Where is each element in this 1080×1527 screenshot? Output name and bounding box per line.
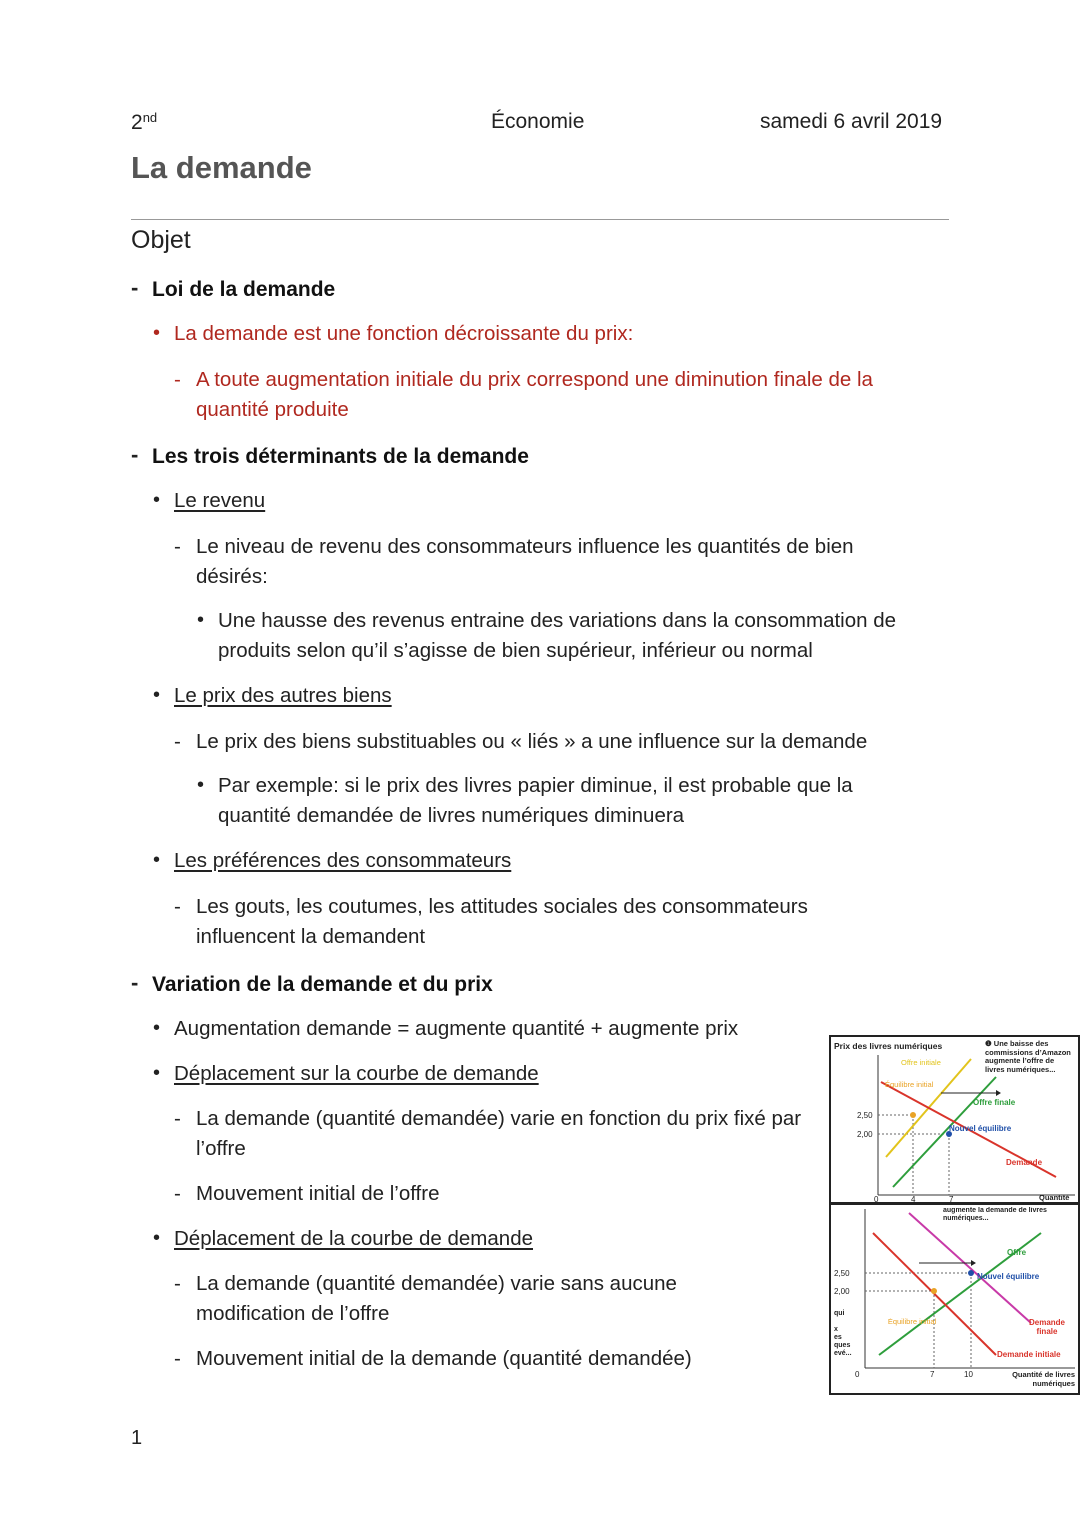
dash-marker: -	[174, 1182, 181, 1205]
dash-marker: -	[174, 1107, 181, 1130]
bullet-marker: •	[153, 322, 161, 344]
chart2-demande-finale-line	[909, 1213, 1031, 1323]
text-gouts-coutumes: Les gouts, les coutumes, les attitudes sociales des consommateurs influencent la demandent	[196, 895, 808, 948]
label-preferences: Les préférences des consommateurs	[174, 849, 512, 872]
chart2-label-offre: Offre	[1007, 1248, 1027, 1257]
chart1-label-nouvel-equilibre: Nouvel équilibre	[949, 1124, 1012, 1133]
dash-marker: -	[131, 442, 139, 467]
text-biens-substituables: Le prix des biens substituables ou « liés » a une influence sur la demande	[196, 730, 868, 753]
chart1-annotation-text: ❶ Une baisse des commissions d’Amazon augmente l’offre de livres numériques...	[985, 1040, 1071, 1074]
chart-offre-shift	[829, 1035, 1080, 1204]
chart2-xtick-7: 7	[930, 1370, 935, 1379]
chart2-demande-finale-box	[1019, 1318, 1075, 1340]
dash-marker: -	[174, 1272, 181, 1295]
chart2-fragment-1: x	[834, 1326, 838, 1333]
chart2-xtick-0: 0	[855, 1370, 860, 1379]
chart1-label-offre-finale: Offre finale	[973, 1098, 1016, 1107]
chart1-xtick-7: 7	[949, 1195, 954, 1202]
chart2-equilibre-box	[887, 1318, 937, 1340]
chart2-fragment-3: ques	[834, 1342, 851, 1349]
chart1-label-equilibre: Équilibre initial	[885, 1080, 934, 1089]
chart1-xlabel: Quantité	[1039, 1193, 1070, 1202]
chart2-equilibre-point	[931, 1288, 937, 1294]
text-prix-fixe-offre: La demande (quantité demandée) varie en fonction du prix fixé par l’offre	[196, 1107, 802, 1160]
dash-marker: -	[131, 275, 139, 300]
text-fonction-decroissante: La demande est une fonction décroissante du prix:	[174, 322, 634, 345]
bullet-marker: •	[153, 849, 161, 871]
text-niveau-revenu: Le niveau de revenu des consommateurs influence les quantités de bien désirés:	[196, 535, 854, 588]
label-prix-autres-biens: Le prix des autres biens	[174, 684, 392, 707]
chart2-label-equilibre: Équilibre initial	[887, 1318, 937, 1326]
chart1-annotation-box	[985, 1040, 1075, 1092]
chart1-xtick-4: 4	[911, 1195, 916, 1202]
chart1-ytick-250: 2,50	[857, 1111, 873, 1120]
heading-determinants: Les trois déterminants de la demande	[152, 445, 529, 468]
chart2-annotation-text: augmente la demande de livres numériques...	[943, 1207, 1047, 1222]
bullet-marker: •	[153, 1062, 161, 1084]
label-deplacement-de: Déplacement de la courbe de demande	[174, 1227, 533, 1250]
chart2-label-nouvel-equilibre: Nouvel équilibre	[977, 1272, 1040, 1281]
chart2-xlabel-box	[989, 1371, 1075, 1393]
chart2-shift-arrowhead	[971, 1260, 976, 1266]
chart1-equilibre-point	[910, 1112, 916, 1118]
text-augmentation-prix: A toute augmentation initiale du prix correspond une diminution finale de la quantité produite	[196, 368, 873, 421]
dash-marker: -	[174, 895, 181, 918]
label-revenu: Le revenu	[174, 489, 266, 512]
chart2-xlabel: Quantité de livres numériques	[1012, 1371, 1075, 1388]
bullet-marker: •	[153, 1017, 161, 1039]
text-mouvement-demande: Mouvement initial de la demande (quantité demandée)	[196, 1347, 692, 1370]
heading-loi-demande: Loi de la demande	[152, 278, 336, 301]
label-deplacement-sur: Déplacement sur la courbe de demande	[174, 1062, 539, 1085]
chart2-nouvel-equilibre-point	[968, 1270, 974, 1276]
chart2-annotation-box	[943, 1207, 1053, 1229]
chart2-ytick-250: 2,50	[834, 1269, 850, 1278]
chart2-ytick-200: 2,00	[834, 1287, 850, 1296]
dash-marker: -	[131, 970, 139, 995]
page-number: 1	[131, 1427, 143, 1449]
dash-marker: -	[174, 730, 181, 753]
text-mouvement-offre: Mouvement initial de l’offre	[196, 1182, 440, 1205]
text-sans-modification: La demande (quantité demandée) varie sans aucune modification de l’offre	[196, 1272, 677, 1325]
bullet-marker: •	[197, 609, 205, 631]
chart-offre-svg	[831, 1037, 1078, 1202]
divider	[131, 219, 949, 220]
chart1-xtick-0: 0	[874, 1195, 879, 1202]
chart1-label-demande: Demande	[1006, 1158, 1043, 1167]
bullet-marker: •	[153, 489, 161, 511]
bullet-marker: •	[153, 684, 161, 706]
text-hausse-revenus: Une hausse des revenus entraine des variations dans la consommation de produits selon qu’il s’agisse de bien supérieur, inférieur ou normal	[218, 609, 897, 662]
class-level: 2nd	[131, 110, 158, 134]
bullet-marker: •	[153, 1227, 161, 1249]
page-title: La demande	[131, 150, 312, 185]
dash-marker: -	[174, 535, 181, 558]
subject: Économie	[491, 110, 585, 133]
section-heading: Objet	[131, 226, 191, 254]
date: samedi 6 avril 2019	[760, 110, 943, 133]
chart2-fragment-4: evé...	[834, 1350, 852, 1357]
text-augmentation-demande: Augmentation demande = augmente quantité + augmente prix	[174, 1017, 739, 1040]
chart1-ylabel: Prix des livres numériques	[834, 1041, 943, 1051]
text-exemple-livres: Par exemple: si le prix des livres papier diminue, il est probable que la quantité demandée de livres numériques diminuera	[218, 774, 853, 827]
chart2-xtick-10: 10	[964, 1370, 973, 1379]
chart-demande-shift	[829, 1203, 1080, 1395]
chart2-fragment-0: qui	[834, 1310, 845, 1317]
chart1-ytick-200: 2,00	[857, 1130, 873, 1139]
dash-marker: -	[174, 368, 181, 391]
heading-variation: Variation de la demande et du prix	[152, 973, 493, 996]
dash-marker: -	[174, 1347, 181, 1370]
chart2-label-demande-initiale: Demande initiale	[997, 1350, 1061, 1359]
bullet-marker: •	[197, 774, 205, 796]
chart2-fragment-2: es	[834, 1334, 842, 1341]
chart-demande-svg	[831, 1205, 1078, 1393]
chart2-label-demande-finale: Demande finale	[1028, 1318, 1065, 1336]
chart1-label-offre-initiale: Offre initiale	[901, 1058, 941, 1067]
